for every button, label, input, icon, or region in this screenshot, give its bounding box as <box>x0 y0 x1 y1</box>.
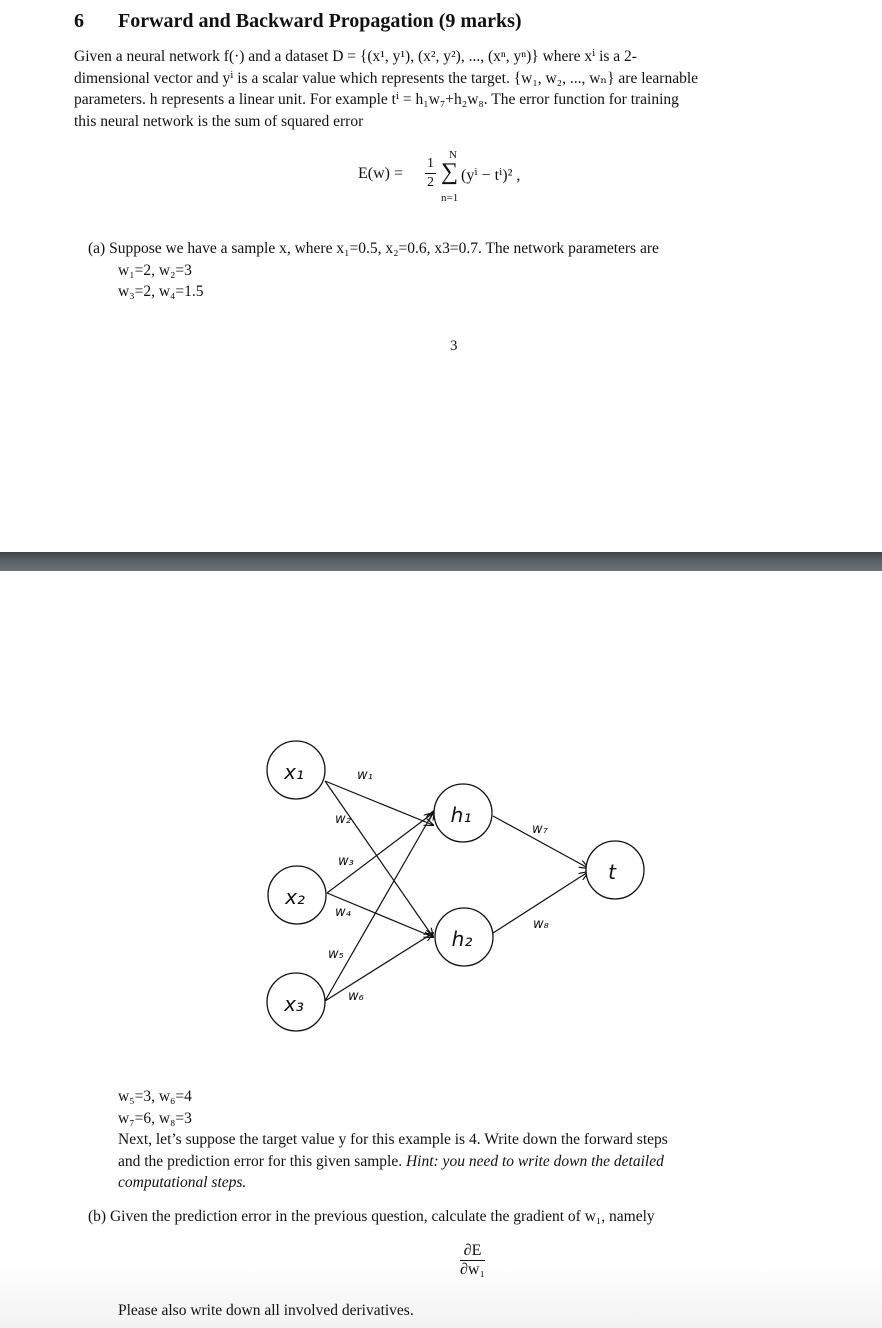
part-a-label: (a) <box>88 240 106 257</box>
part-b-line-1: Given the prediction error in the previous question, calculate the gradient of w₁, namely <box>109 1208 655 1225</box>
part-b-instruction <box>118 1300 838 1322</box>
part-b <box>88 1206 828 1228</box>
neural-network-diagram <box>0 571 882 1071</box>
fraction-numerator: 1 <box>425 155 436 174</box>
weight-w2-label: w₂ <box>335 812 351 827</box>
sum-lower-limit: n=1 <box>441 192 459 204</box>
derivative-numerator: ∂E <box>460 1242 485 1261</box>
intro-line-4: this neural network is the sum of squared error <box>74 112 364 130</box>
part-a-weights-7-8: w₇=6, w₈=3 <box>118 1109 192 1127</box>
node-t-label: t <box>608 860 616 884</box>
hint-text-2: computational steps. <box>118 1174 247 1191</box>
fraction-denominator: 2 <box>427 175 434 190</box>
part-a-task-line-2: and the prediction error for this given sample. <box>118 1152 403 1170</box>
intro-paragraph <box>74 46 838 132</box>
node-h1-label: h₁ <box>450 803 472 827</box>
part-a-continued <box>118 1086 838 1194</box>
part-b-label: (b) <box>88 1208 107 1225</box>
gradient-derivative <box>460 1242 485 1279</box>
section-heading <box>74 10 522 33</box>
weight-w4-label: w₄ <box>335 905 351 920</box>
intro-line-3: parameters. h represents a linear unit. For example tⁱ = h₁w₇+h₂w₈. The error function for training <box>74 91 679 108</box>
part-a <box>88 238 828 303</box>
part-b-line-2: Please also write down all involved derivatives. <box>118 1302 414 1319</box>
weight-w5-label: w₅ <box>328 947 344 962</box>
part-a-line-2: w₁=2, w₂=3 <box>118 261 192 279</box>
sum-upper-limit: N <box>449 149 457 161</box>
edge-x3-h2 <box>325 933 433 1001</box>
derivative-denominator: ∂w₁ <box>460 1261 486 1278</box>
weight-w6-label: w₆ <box>348 989 364 1004</box>
node-x2-label: x₂ <box>285 885 305 909</box>
part-a-weights-5-6: w₅=3, w₆=4 <box>118 1088 192 1105</box>
viewer-page-separator <box>0 552 882 571</box>
section-title: Forward and Backward Propagation (9 marks) <box>118 10 522 32</box>
intro-line-1: Given a neural network f(·) and a dataset D = {(x¹, y¹), (x², y²), ..., (xⁿ, yⁿ)} where xⁱ is a 2- <box>74 48 637 65</box>
part-a-line-3: w₃=2, w₄=1.5 <box>118 283 204 300</box>
bottom-page <box>0 571 882 1328</box>
section-number: 6 <box>74 10 84 32</box>
hint-text-1: Hint: you need to write down the detailed <box>405 1152 664 1170</box>
error-body: (yⁱ − tⁱ)² , <box>461 167 521 184</box>
weight-w8-label: w₈ <box>533 917 549 932</box>
error-lhs: E(w) = <box>358 165 404 182</box>
top-page <box>0 0 882 552</box>
weight-w3-label: w₃ <box>338 854 354 869</box>
part-a-line-1: Suppose we have a sample x, where x₁=0.5, x₂=0.6, x3=0.7. The network parameters are <box>109 240 659 257</box>
intro-line-2: dimensional vector and yⁱ is a scalar value which represents the target. {w₁, w₂, ..., wₙ} are learnable <box>74 69 699 87</box>
node-x3-label: x₃ <box>284 992 304 1016</box>
weight-w1-label: w₁ <box>357 768 373 783</box>
sigma-symbol: ∑ <box>441 159 459 185</box>
error-fraction <box>425 155 436 192</box>
page-number: 3 <box>450 338 458 354</box>
node-h2-label: h₂ <box>451 927 473 951</box>
node-x1-label: x₁ <box>284 760 304 784</box>
weight-w7-label: w₇ <box>532 822 548 837</box>
part-a-task-line-1: Next, let’s suppose the target value y for this example is 4. Write down the forward steps <box>118 1131 668 1148</box>
